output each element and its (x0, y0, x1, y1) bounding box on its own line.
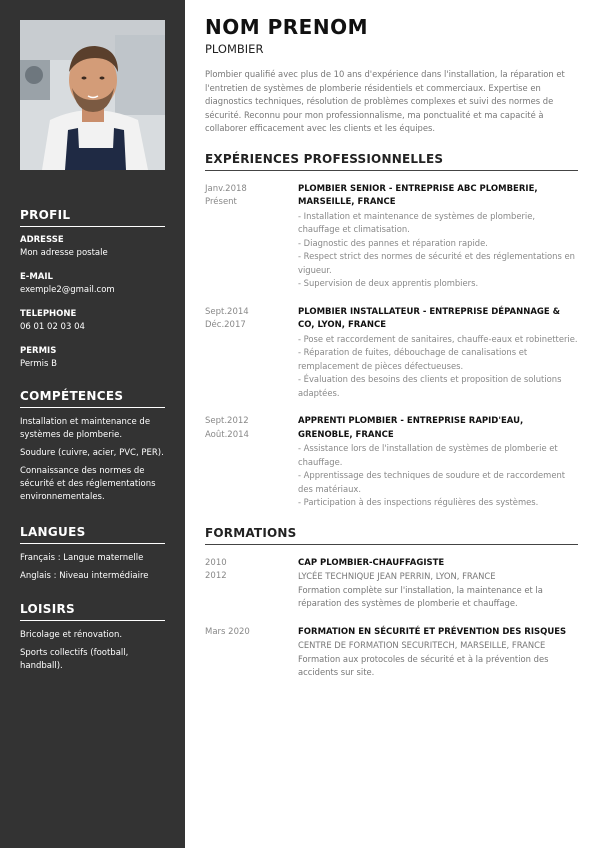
formation-description: Formation complète sur l'installation, la maintenance et la réparation des systèmes de plomberie et chauffage. (298, 584, 543, 608)
formation-title: FORMATION EN SÉCURITÉ ET PRÉVENTION DES RISQUES (298, 626, 567, 637)
experiences-heading: EXPÉRIENCES PROFESSIONNELLES (205, 152, 578, 171)
skill-item: Soudure (cuivre, acier, PVC, PER). (20, 448, 164, 458)
formation-entry (205, 557, 578, 611)
loisirs-section (20, 602, 165, 678)
experience-bullet: - Diagnostic des pannes et réparation rapide. (298, 237, 488, 248)
formation-title: CAP PLOMBIER-CHAUFFAGISTE (298, 557, 445, 568)
hobby-item: Sports collectifs (football, handball). (20, 648, 129, 671)
formation-content (298, 626, 578, 680)
formation-dates (205, 557, 298, 611)
experience-bullet: - Participation à des inspections régulières des systèmes. (298, 497, 539, 507)
email-value: exemple2@gmail.com (20, 285, 115, 295)
competences-section (20, 389, 165, 509)
formation-description: Formation aux protocoles de sécurité et à la prévention des accidents sur site. (298, 653, 549, 677)
experience-bullet: - Pose et raccordement de sanitaires, chauffe-eaux et robinetterie. (298, 333, 578, 344)
formation-entry (205, 626, 578, 680)
start-date: Mars 2020 (205, 626, 250, 637)
experience-entry (205, 306, 578, 401)
experience-title: APPRENTI PLOMBIER - ENTREPRISE RAPID'EAU, GRENOBLE, FRANCE (298, 416, 524, 440)
phone-value: 06 01 02 03 04 (20, 322, 85, 332)
experience-bullet: - Réparation de fuites, débouchage de canalisations et remplacement de pièces défectueuses. (298, 347, 528, 371)
profile-photo (20, 20, 165, 170)
experience-content (298, 306, 578, 401)
langues-section (20, 525, 165, 588)
license-label: PERMIS (20, 346, 57, 356)
full-name: NOM PRENOM (205, 15, 368, 39)
profile-summary: Plombier qualifié avec plus de 10 ans d'expérience dans l'installation, la réparation et l'entretien de systèmes de plomberie résidentiels et commerciaux. Expertise en diagnostics techniques, résolution de problèmes complexes et suivi des normes de sécurité. Reconnu pour mon professionnalisme, ma ponctualité et ma capacité à collaborer efficacement avec les clients et les équipes. (205, 69, 565, 133)
end-date: Août.2014 (205, 429, 249, 440)
experience-bullet: - Installation et maintenance de systèmes de plomberie, chauffage et climatisation. (298, 210, 536, 234)
experience-bullet: - Respect strict des normes de sécurité et des réglementations en vigueur. (298, 251, 575, 275)
address-label: ADRESSE (20, 235, 64, 245)
experience-bullet: - Apprentissage des techniques de soudure et de raccordement des matériaux. (298, 470, 566, 494)
formation-dates (205, 626, 298, 680)
skill-item: Installation et maintenance de systèmes de plomberie. (20, 417, 151, 440)
langues-heading: LANGUES (20, 525, 165, 544)
formation-school: CENTRE DE FORMATION SECURITECH, MARSEILLE, FRANCE (298, 640, 546, 650)
formations-heading: FORMATIONS (205, 526, 578, 545)
start-date: 2010 (205, 557, 227, 568)
profil-heading: PROFIL (20, 208, 165, 227)
language-item: Anglais : Niveau intermédiaire (20, 571, 149, 581)
experience-bullet: - Évaluation des besoins des clients et proposition de solutions adaptées. (298, 374, 562, 398)
start-date: Janv.2018 (205, 183, 247, 194)
experience-dates (205, 415, 298, 510)
end-date: Déc.2017 (205, 320, 246, 330)
hobby-item: Bricolage et rénovation. (20, 630, 123, 640)
experience-dates (205, 306, 298, 401)
loisirs-heading: LOISIRS (20, 602, 165, 621)
main-content (205, 15, 578, 680)
formation-school: LYCÉE TECHNIQUE JEAN PERRIN, LYON, FRANCE (298, 571, 496, 581)
experience-content (298, 183, 578, 291)
experience-title: PLOMBIER SENIOR - ENTREPRISE ABC PLOMBERIE, MARSEILLE, FRANCE (298, 183, 538, 207)
formation-content (298, 557, 578, 611)
job-title: PLOMBIER (205, 42, 264, 56)
experience-content (298, 415, 578, 510)
phone-label: TELEPHONE (20, 309, 77, 319)
address-value: Mon adresse postale (20, 248, 108, 258)
license-value: Permis B (20, 359, 58, 369)
language-item: Français : Langue maternelle (20, 553, 144, 563)
competences-heading: COMPÉTENCES (20, 389, 165, 408)
formations-section (205, 526, 578, 680)
experience-bullet: - Supervision de deux apprentis plombiers. (298, 278, 479, 288)
experience-dates (205, 183, 298, 291)
experience-entry (205, 415, 578, 510)
end-date: Présent (205, 197, 237, 207)
start-date: Sept.2012 (205, 416, 249, 426)
sidebar (0, 0, 185, 848)
experience-title: PLOMBIER INSTALLATEUR - ENTREPRISE DÉPANNAGE & CO, LYON, FRANCE (298, 306, 561, 330)
profil-section (20, 208, 165, 369)
skill-item: Connaissance des normes de sécurité et des réglementations environnementales. (20, 466, 156, 502)
end-date: 2012 (205, 571, 227, 581)
start-date: Sept.2014 (205, 306, 249, 317)
experience-entry (205, 183, 578, 291)
email-label: E-MAIL (20, 272, 53, 282)
experiences-section (205, 152, 578, 510)
experience-bullet: - Assistance lors de l'installation de systèmes de plomberie et chauffage. (298, 443, 558, 467)
